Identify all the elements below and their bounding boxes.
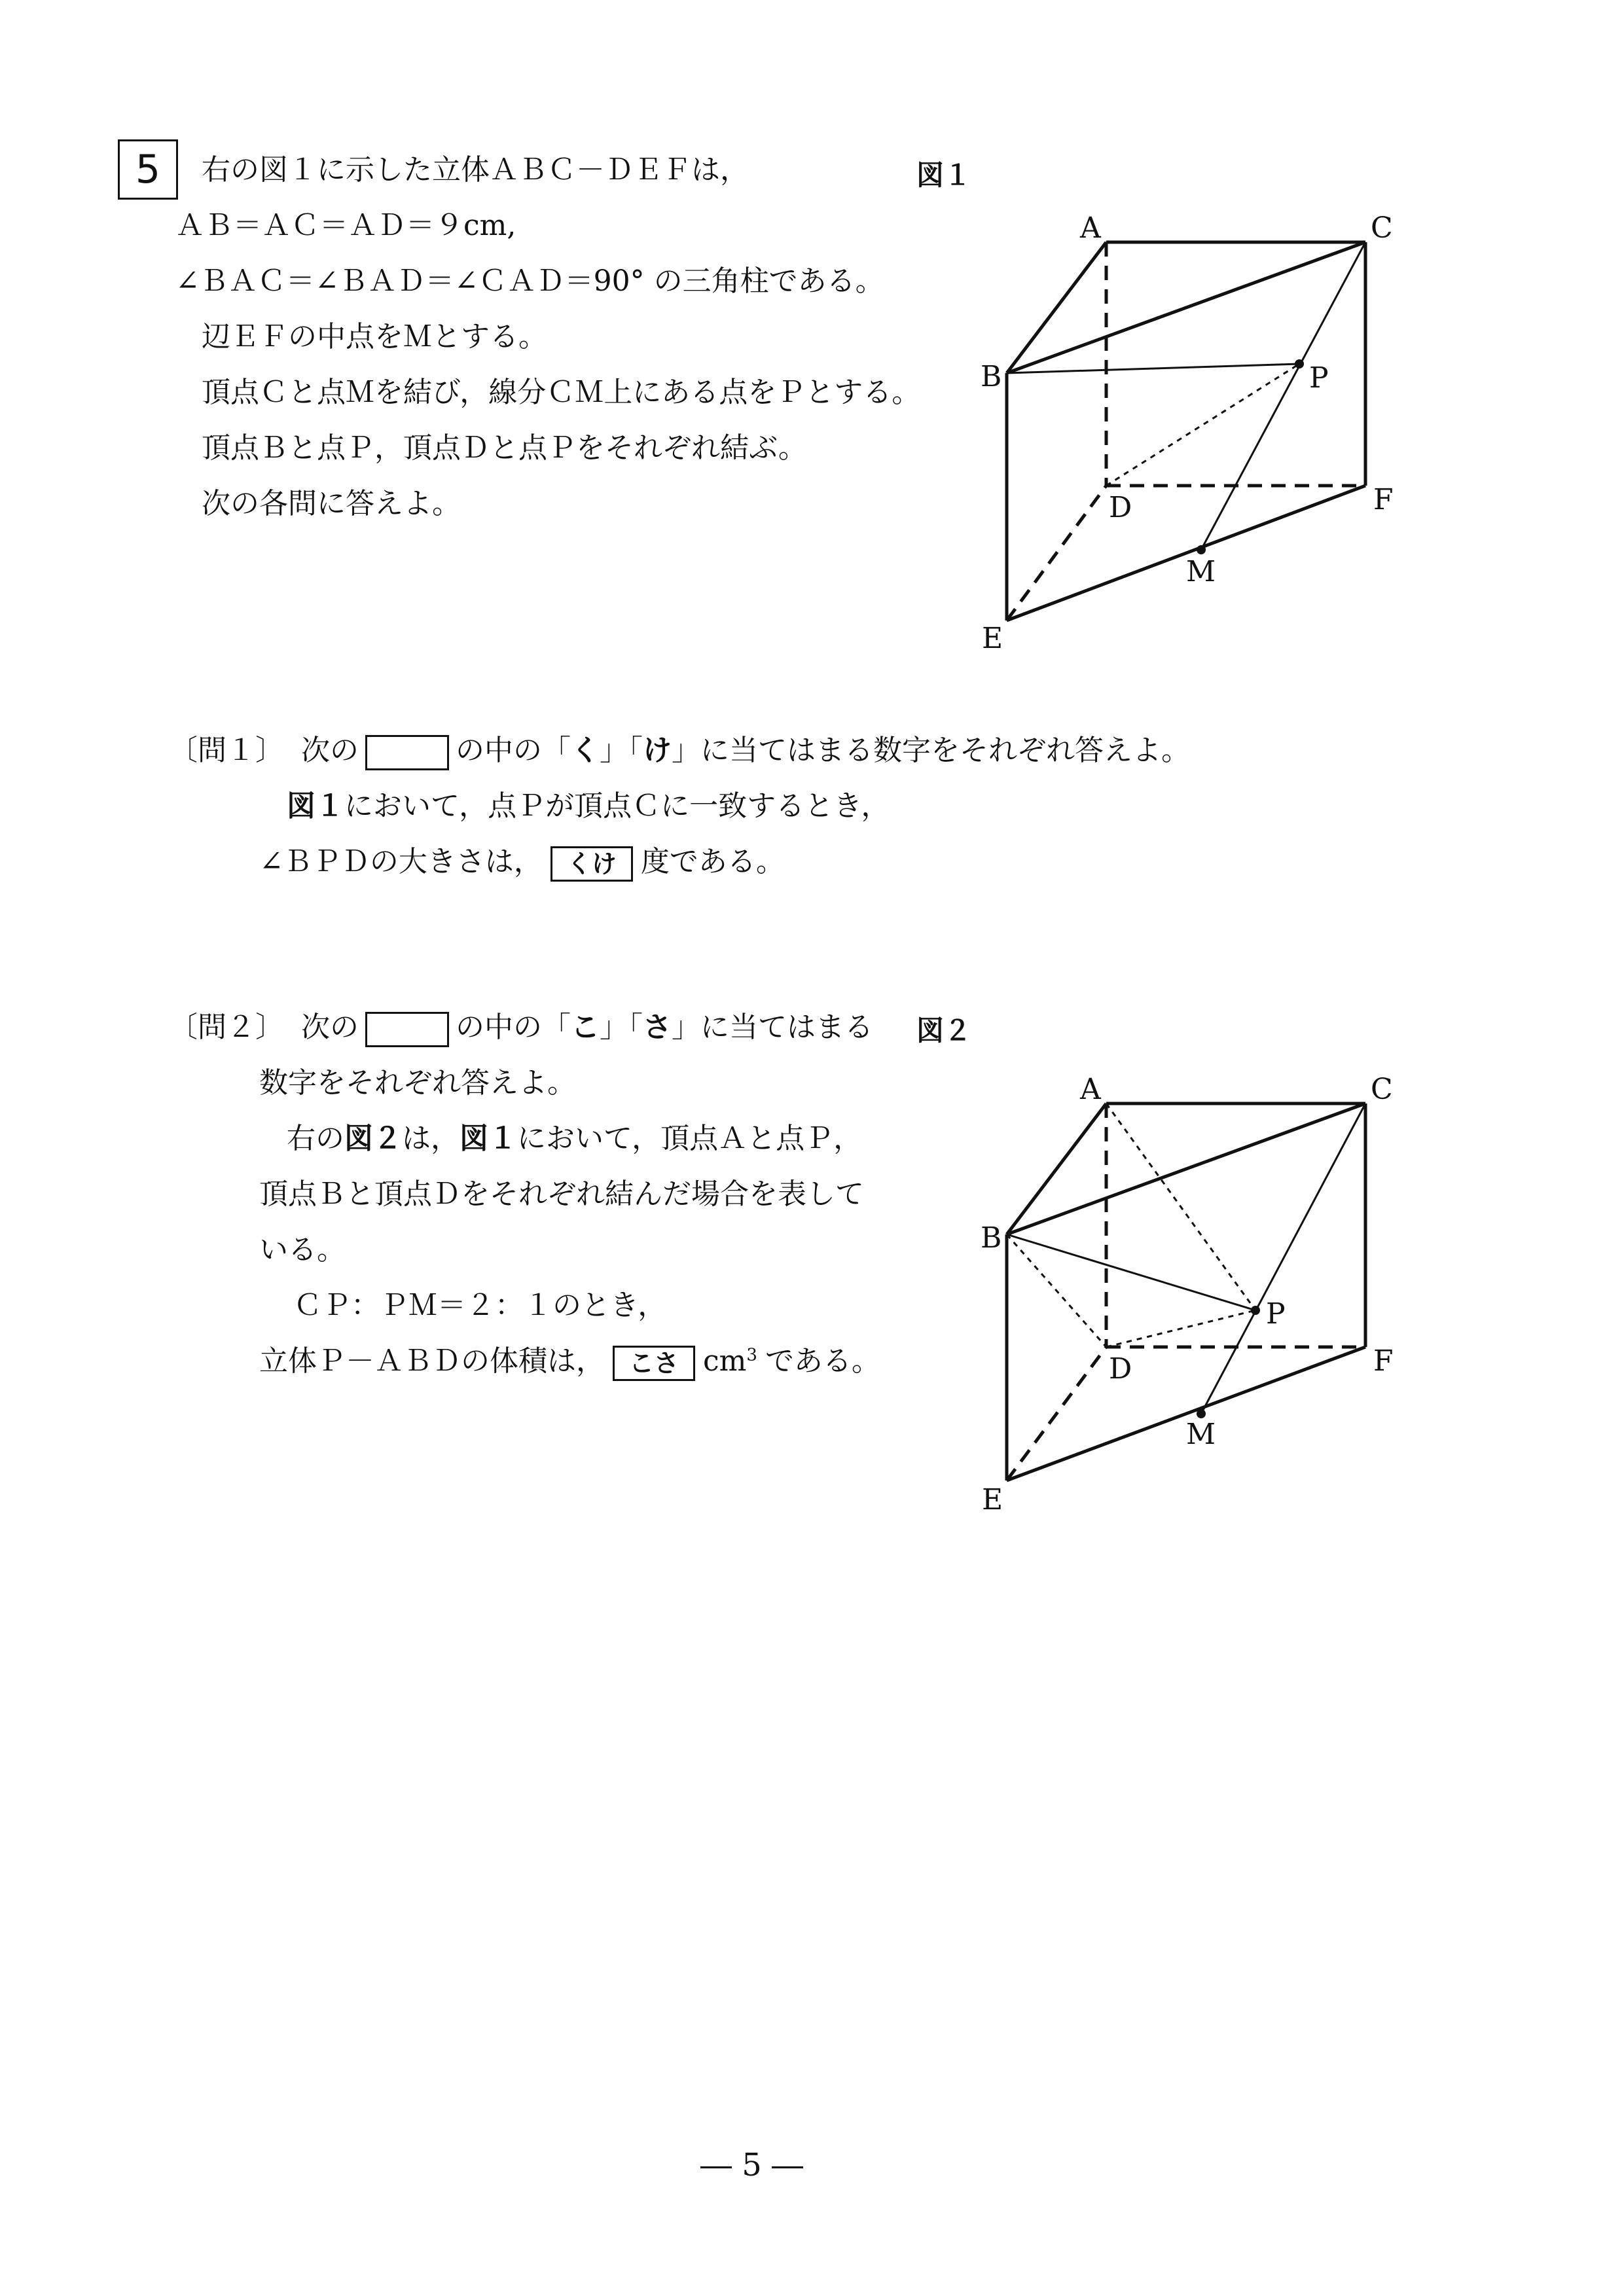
q1-blank-example (365, 735, 449, 770)
fig2-label-m: M (1186, 1418, 1216, 1451)
intro-line-1: 右の図１に示した立体ＡＢＣ－ＤＥＦは， (202, 153, 749, 187)
fig2-label-a: A (1080, 1073, 1101, 1106)
q2-key2: さ (643, 1011, 672, 1044)
figure1-title: 図１ (916, 159, 972, 191)
q2-blank-example (365, 1012, 449, 1047)
fig2-label-e: E (982, 1483, 1003, 1516)
fig2-label-p: P (1266, 1297, 1286, 1331)
question-number: 5 (118, 139, 178, 200)
q2-key1: こ (571, 1011, 600, 1044)
q1-line-3-end: 度である。 (640, 845, 785, 878)
fig1-label-e: E (982, 622, 1003, 655)
q2-line-7 (259, 1342, 880, 1381)
fig2-label-d: D (1109, 1352, 1132, 1386)
intro-line-3: ∠ＢＡＣ＝∠ＢＡＤ＝∠ＣＡＤ＝90° の三角柱である。 (175, 264, 884, 298)
q2-line-3-c: において，頂点Ａと点Ｐ， (517, 1122, 863, 1155)
intro-line-5: 頂点Ｃと点Ｍを結び，線分ＣＭ上にある点をＰとする。 (202, 376, 921, 409)
q1-key2: け (643, 734, 672, 767)
q2-line-3-b: は， (402, 1122, 460, 1155)
q1-text-b: の中の「 (456, 734, 571, 767)
figure2-prism (943, 1047, 1414, 1518)
fig2-label-b: B (981, 1221, 1002, 1255)
q1-line-3-text: ∠ＢＰＤの大きさは， (259, 845, 543, 878)
q2-text-a: 次の (301, 1011, 359, 1044)
q2-answer-box: こさ (613, 1346, 695, 1381)
q2-unit: cm (703, 1344, 747, 1378)
fig1-label-f: F (1373, 483, 1394, 516)
fig1-label-m: M (1186, 555, 1216, 588)
fig1-label-b: B (981, 360, 1002, 393)
q2-unit-exp: 3 (746, 1345, 757, 1365)
q1-line-3 (259, 842, 785, 882)
q2-text-b: の中の「 (456, 1011, 571, 1044)
q1-key1: く (571, 734, 600, 767)
figure1-prism (943, 196, 1414, 668)
q2-line-4: 頂点Ｂと頂点Ｄをそれぞれ結んだ場合を表して (259, 1177, 864, 1211)
q2-line-2: 数字をそれぞれ答えよ。 (259, 1066, 576, 1100)
q2-line-7-text: 立体Ｐ－ＡＢＤの体積は， (259, 1344, 605, 1378)
q2-text-c: 」「 (600, 1011, 643, 1044)
q2-line-7-end: である。 (765, 1344, 880, 1378)
figure2-title: 図２ (916, 1014, 972, 1047)
fig1-label-c: C (1371, 211, 1393, 245)
q2-line-5: いる。 (259, 1233, 346, 1266)
q1-line-1 (169, 731, 1190, 770)
q1-line-2-text: において，点Ｐが頂点Ｃに一致するとき， (344, 789, 890, 823)
fig1-label-p: P (1309, 361, 1329, 395)
q1-fig-ref: 図１ (287, 789, 344, 823)
q1-answer-box: くけ (550, 846, 633, 882)
q1-label: 〔問１〕 (169, 734, 284, 767)
fig2-label-c: C (1371, 1073, 1393, 1106)
q1-text-c: 」「 (600, 734, 643, 767)
q2-fig1-ref: 図１ (460, 1122, 517, 1155)
q2-label: 〔問２〕 (169, 1011, 284, 1044)
q2-line-3 (287, 1119, 862, 1158)
intro-line-6: 頂点Ｂと点Ｐ，頂点Ｄと点Ｐをそれぞれ結ぶ。 (202, 431, 807, 465)
q2-fig2-ref: 図２ (344, 1122, 402, 1155)
fig1-label-d: D (1109, 491, 1132, 524)
fig1-label-a: A (1080, 211, 1101, 245)
page-number: ― 5 ― (700, 2147, 804, 2183)
fig2-label-f: F (1373, 1344, 1394, 1378)
q1-line-2 (287, 787, 890, 826)
q2-line-3-a: 右の (287, 1122, 344, 1155)
q2-text-d: 」に当てはまる (672, 1011, 873, 1044)
q1-text-a: 次の (301, 734, 359, 767)
intro-line-4: 辺ＥＦの中点をＭとする。 (202, 320, 547, 353)
intro-line-2: ＡＢ＝ＡＣ＝ＡＤ＝９cm, (175, 209, 516, 242)
q2-line-6: ＣＰ：ＰＭ＝２：１のとき， (293, 1289, 667, 1322)
q2-line-1 (169, 1008, 873, 1047)
intro-line-7: 次の各問に答えよ。 (202, 487, 461, 520)
q1-text-d: 」に当てはまる数字をそれぞれ答えよ。 (672, 734, 1190, 767)
